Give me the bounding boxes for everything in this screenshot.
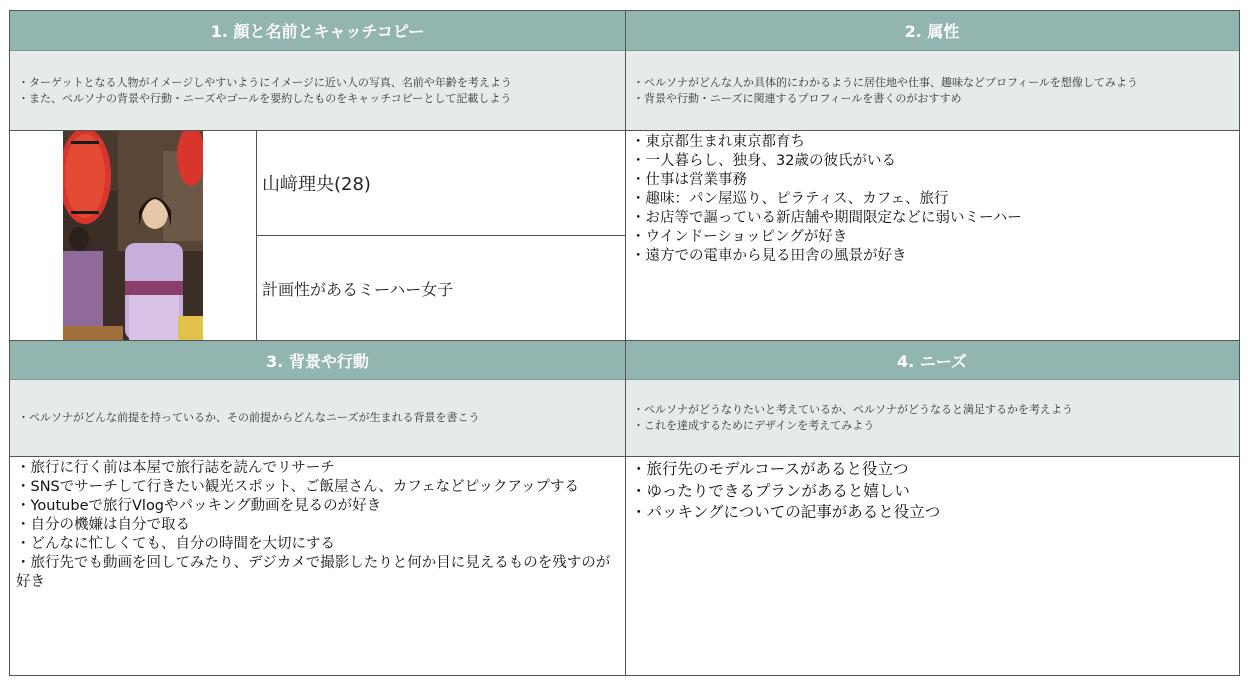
section2-notes [625,51,1239,131]
list-item: ・旅行に行く前は本屋で旅行誌を読んでリサーチ [16,460,335,476]
persona-divider [256,235,625,236]
section3-notes [10,380,625,457]
list-item: ・仕事は営業事務 [631,172,747,188]
section1-notes [10,51,625,131]
list-item: ・SNSでサーチして行きたい観光スポット、ご飯屋さん、カフェなどピックアップする [16,479,579,495]
list-item: ・趣味：パン屋巡り、ピラティス、カフェ、旅行 [631,191,949,207]
section1-note: ・また、ペルソナの背景や行動・ニーズやゴールを要約したものをキャッチコピーとして記載しよう [18,91,512,105]
list-item: ・ウインドーショッピングが好き [631,229,848,245]
section4-note: ・これを達成するためにデザインを考えてみよう [633,419,875,432]
list-item: ・旅行先でも動画を回してみたり、デジカメで撮影したりと何か目に見えるものを残すのが好き [16,555,611,590]
list-item: ・旅行先のモデルコースがあると役立つ [631,460,909,478]
section2-header [625,11,1239,51]
persona-photo-image [63,131,203,340]
list-item: ・Youtubeで旅行Vlogやパッキング動画を見るのが好き [16,498,382,514]
list-item: ・自分の機嫌は自分で取る [16,517,190,533]
list-item: ・遠方での電車から見る田舎の風景が好き [631,248,907,264]
section3-note: ・ペルソナがどんな前提を持っているか、その前提からどんなニーズが生まれる背景を書こう [18,411,480,424]
persona-catchcopy: 計画性があるミーハー女子 [262,279,454,299]
list-item: ・どんなに忙しくても、自分の時間を大切にする [16,536,335,552]
section1-title: 1. 顔と名前とキャッチコピー [210,22,425,41]
persona-name-cell [256,131,625,235]
persona-sheet [9,10,1240,676]
section1-note: ・ターゲットとなる人物がイメージしやすいようにイメージに近い人の写真、名前や年齢を考えよう [18,75,512,89]
list-item: ・お店等で謳っている新店舗や期間限定などに弱いミーハー [631,210,1022,226]
list-item: ・東京都生まれ東京都育ち [631,134,805,150]
section4-note: ・ペルソナがどうなりたいと考えているか、ペルソナがどうなると満足するかを考えよう [633,403,1073,416]
persona-name: 山﨑理央(28) [262,174,371,195]
section4-title: 4. ニーズ [897,351,967,371]
section2-title: 2. 属性 [904,22,960,41]
background-list [10,457,625,675]
persona-catchcopy-cell [256,236,625,340]
section1-header [10,11,625,51]
column-divider [625,11,626,675]
section3-header [10,340,625,380]
list-item: ・ゆったりできるプランがあると嬉しい [631,481,910,500]
persona-photo [63,131,203,340]
needs-list [625,457,1239,675]
section2-note: ・背景や行動・ニーズに関連するプロフィールを書くのがおすすめ [633,91,962,105]
list-item: ・パッキングについての記事があると役立つ [631,503,941,521]
attributes-list [625,131,1239,340]
section3-title: 3. 背景や行動 [266,351,369,371]
section4-header [625,340,1239,380]
section2-note: ・ペルソナがどんな人か具体的にわかるように居住地や仕事、趣味などプロフィールを想像してみよう [633,75,1138,89]
list-item: ・一人暮らし、独身、32歳の彼氏がいる [631,153,896,169]
section4-notes [625,380,1239,457]
